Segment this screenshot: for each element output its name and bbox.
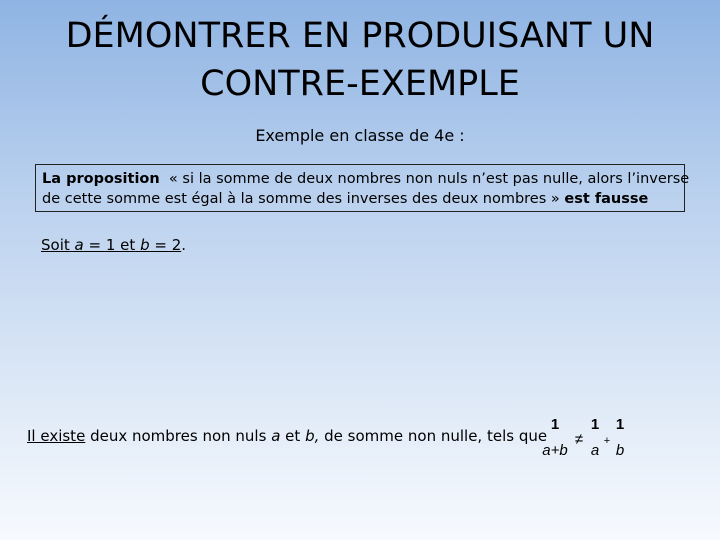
- exists-lead: Il existe: [27, 427, 86, 445]
- proposition-lead: La proposition: [42, 171, 160, 187]
- title-line-1: DÉMONTRER EN PRODUISANT UN: [65, 16, 655, 56]
- page-title: [0, 12, 720, 108]
- soit-prefix: Soit: [41, 236, 70, 254]
- soit-b: b: [140, 236, 150, 254]
- proposition-quote-1: « si la somme de deux nombres non nuls n’est pas nulle, alors l’inverse: [168, 171, 690, 187]
- exists-et: et: [285, 427, 301, 445]
- formula-num-3: 1: [615, 416, 625, 433]
- proposition-box: [35, 164, 690, 212]
- formula-den-a: a: [590, 442, 600, 459]
- title-line-2: CONTRE-EXEMPLE: [200, 64, 520, 104]
- exists-line: [27, 427, 547, 445]
- formula-den-left: a+b: [542, 442, 568, 459]
- exists-text-2: de somme non nulle, tels que: [324, 427, 548, 445]
- soit-eq1: = 1 et: [88, 236, 136, 254]
- formula-plus: +: [603, 435, 611, 447]
- formula-neq: ≠: [574, 431, 584, 448]
- exists-a: a: [271, 427, 281, 445]
- subtitle: Exemple en classe de 4e :: [255, 126, 465, 145]
- proposition-line-1: [42, 169, 690, 189]
- formula-num-1: 1: [550, 416, 560, 433]
- soit-eq2: = 2: [154, 236, 182, 254]
- formula-num-2: 1: [590, 416, 600, 433]
- proposition-quote-2: de cette somme est égal à la somme des inverses des deux nombres »: [42, 191, 560, 207]
- inverse-formula: [533, 414, 633, 460]
- soit-underlined: [41, 236, 181, 254]
- proposition-verdict: est fausse: [564, 191, 649, 207]
- formula-den-b: b: [615, 442, 625, 459]
- soit-a: a: [74, 236, 84, 254]
- proposition-line-2: [42, 189, 678, 209]
- exists-b: b,: [305, 427, 320, 445]
- exists-text-1: deux nombres non nuls: [90, 427, 267, 445]
- soit-line: [41, 236, 186, 254]
- soit-end: .: [181, 236, 187, 254]
